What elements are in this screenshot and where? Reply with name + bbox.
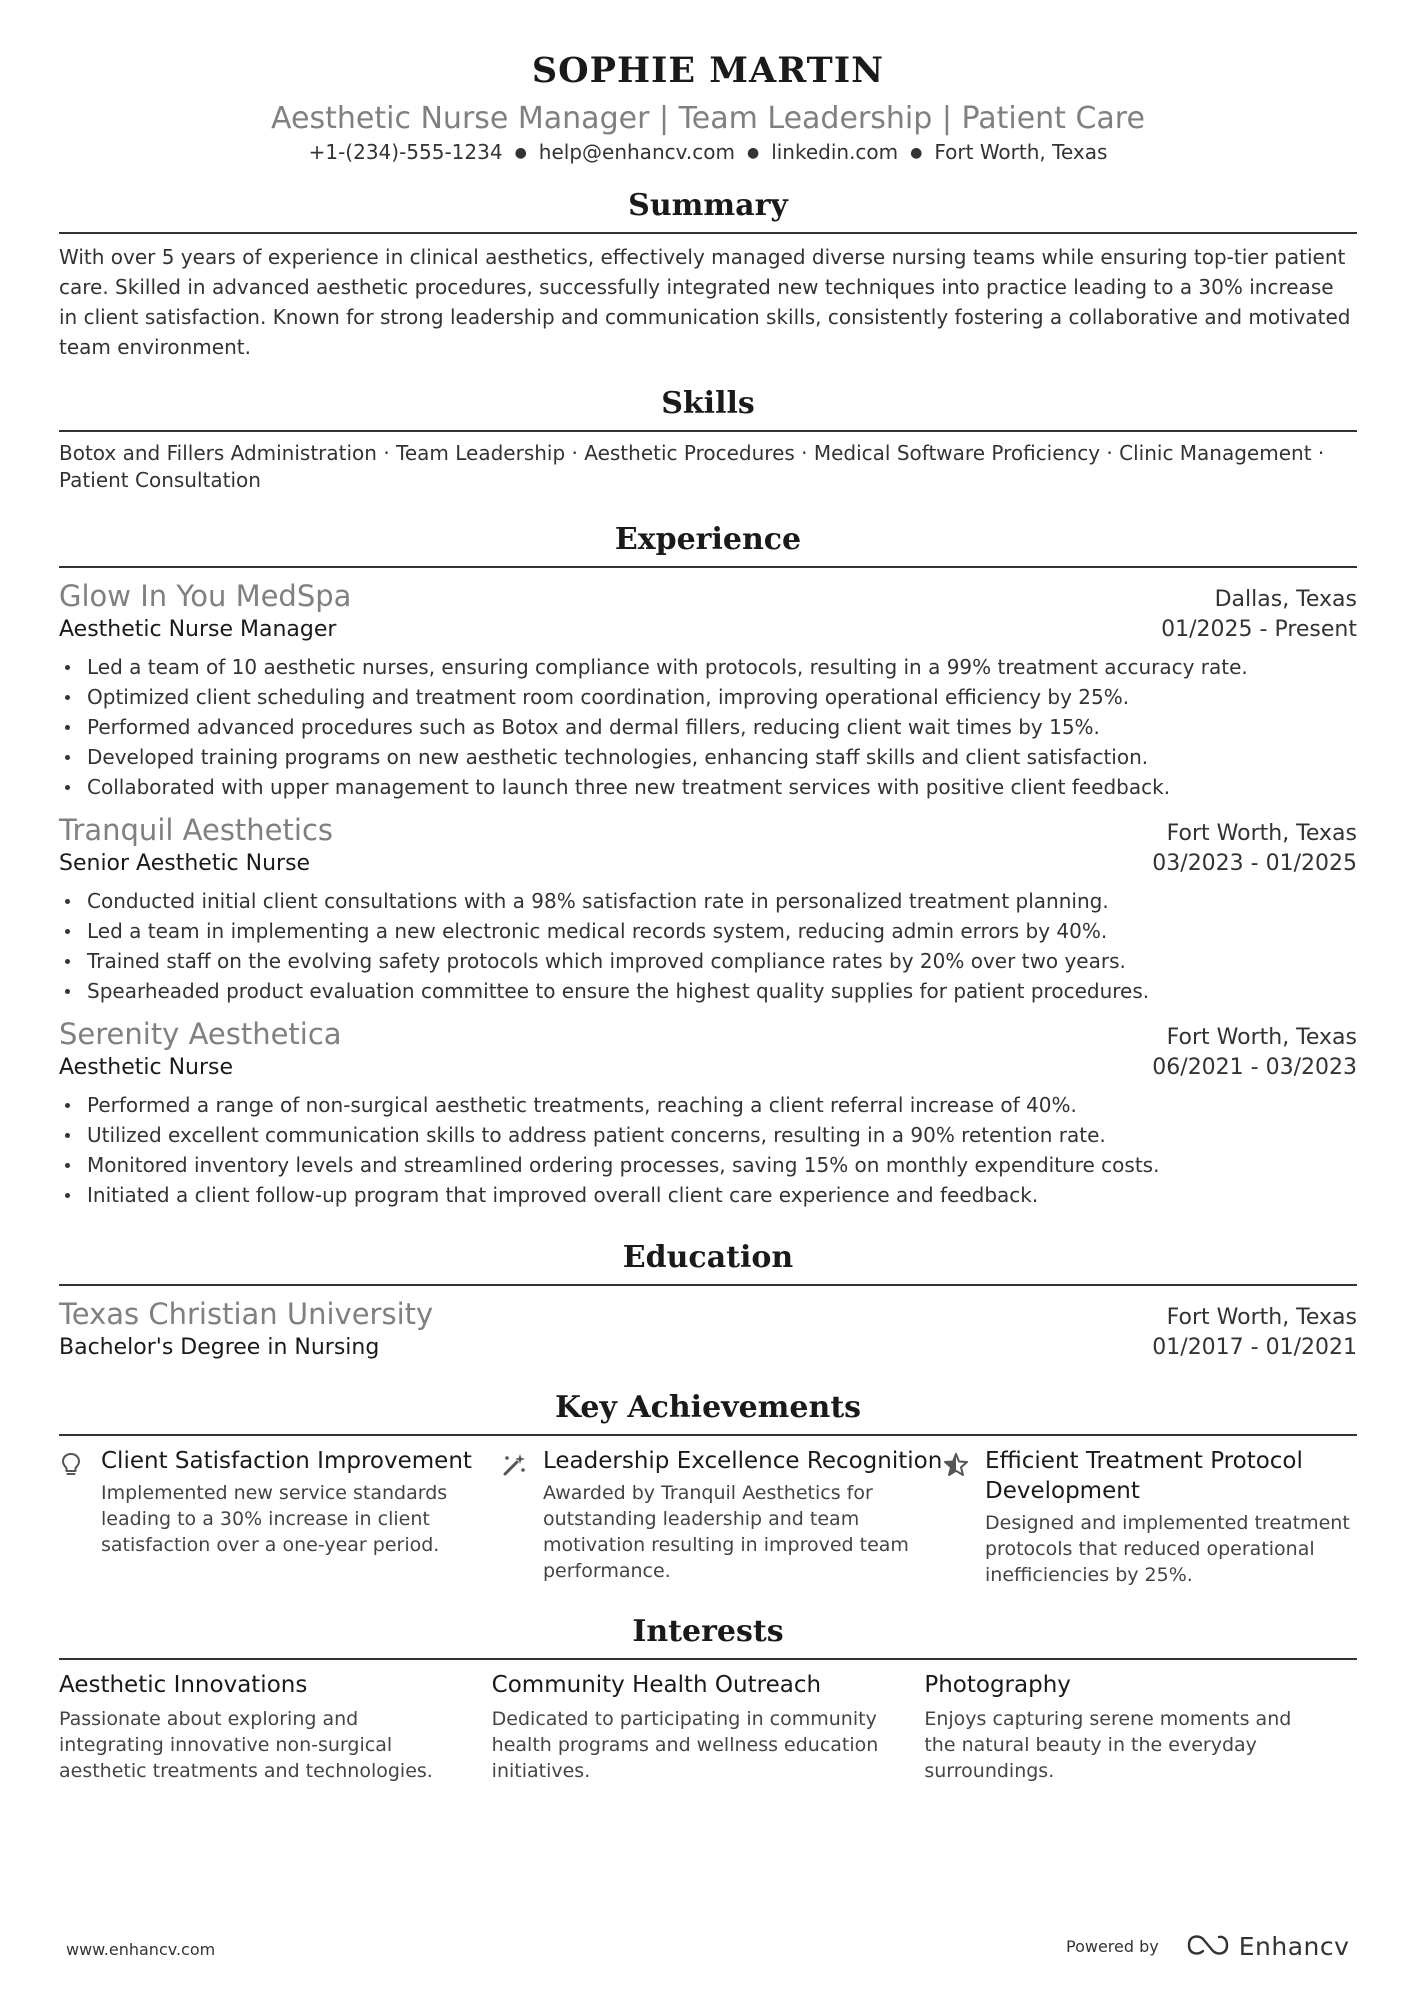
achievement-item: [943, 1446, 1385, 1588]
interest-desc: Enjoys capturing serene moments and the natural beauty in the everyday surroundings.: [924, 1708, 1292, 1782]
achievement-title: Client Satisfaction Improvement: [101, 1448, 472, 1474]
contact-line: [59, 139, 1357, 166]
achievement-item: [59, 1446, 501, 1588]
achievement-title: Leadership Excellence Recognition: [543, 1448, 943, 1474]
education-section: [59, 1240, 1357, 1364]
section-title-interests: Interests: [59, 1614, 1357, 1660]
school-name: Texas Christian University: [59, 1297, 434, 1331]
summary-text: With over 5 years of experience in clinical aesthetics, effectively managed diverse nursing teams while ensuring top-tier patient care. Skilled in advanced aesthetic procedures, successfully integrated new techniques into practice leading to a 30% increase in client satisfaction. Known for strong leadership and communication skills, consistently fostering a collaborative and motivated team environment.: [59, 245, 1351, 359]
job-entry: [59, 812, 1357, 1006]
interest-desc: Passionate about exploring and integrating innovative non-surgical aesthetic treatments and technologies.: [59, 1708, 433, 1782]
company-name: Serenity Aesthetica: [59, 1017, 342, 1051]
enhancv-brand[interactable]: Enhancv: [1238, 1932, 1350, 1961]
enhancv-logo-icon: [1185, 1933, 1231, 1961]
job-entry: [59, 1016, 1357, 1210]
experience-section: [59, 522, 1357, 1210]
skills-list: Botox and Fillers Administration · Team Leadership · Aesthetic Procedures · Medical Software Proficiency · Clinic Management · Patient Consultation: [59, 441, 1325, 492]
achievement-desc: Awarded by Tranquil Aesthetics for outstanding leadership and team motivation resulting in improved team performance.: [543, 1482, 909, 1582]
resume-header: [59, 0, 1357, 166]
powered-by-label: Powered by: [1066, 1937, 1159, 1956]
star-icon: [943, 1446, 985, 1588]
company-name: Glow In You MedSpa: [59, 579, 352, 613]
footer-website-link[interactable]: www.enhancv.com: [66, 1940, 216, 1959]
interest-desc: Dedicated to participating in community health programs and wellness education initiatives.: [491, 1708, 879, 1782]
linkedin-link[interactable]: linkedin.com: [771, 140, 899, 164]
job-bullets: [59, 886, 1357, 1006]
job-title: Senior Aesthetic Nurse: [59, 851, 311, 876]
education-entry: [59, 1296, 1357, 1364]
achievement-desc: Designed and implemented treatment protocols that reduced operational inefficiencies by 25%.: [985, 1512, 1350, 1586]
job-bullet: Led a team in implementing a new electronic medical records system, reducing admin errors by 40%.: [59, 916, 1357, 946]
job-bullet: Monitored inventory levels and streamlined ordering processes, saving 15% on monthly expenditure costs.: [59, 1150, 1357, 1180]
job-location: Fort Worth, Texas: [1166, 821, 1357, 846]
job-bullet: Conducted initial client consultations with a 98% satisfaction rate in personalized treatment planning.: [59, 886, 1357, 916]
interest-title: Aesthetic Innovations: [59, 1672, 308, 1698]
job-dates: 01/2025 - Present: [1161, 617, 1357, 642]
candidate-tagline: Aesthetic Nurse Manager | Team Leadership | Patient Care: [271, 101, 1145, 136]
company-name: Tranquil Aesthetics: [59, 813, 333, 847]
footer-branding: [1066, 1932, 1349, 1961]
phone-number: +1-(234)-555-1234: [308, 140, 503, 164]
school-location: Fort Worth, Texas: [1166, 1305, 1357, 1330]
job-bullet: Trained staff on the evolving safety protocols which improved compliance rates by 20% over two years.: [59, 946, 1357, 976]
magic-wand-icon: [501, 1446, 543, 1588]
interest-item: [924, 1670, 1357, 1784]
job-bullet: Performed a range of non-surgical aesthetic treatments, reaching a client referral increase of 40%.: [59, 1090, 1357, 1120]
section-title-experience: Experience: [59, 522, 1357, 568]
achievement-item: [501, 1446, 943, 1588]
skills-section: [59, 386, 1357, 494]
job-title: Aesthetic Nurse: [59, 1055, 234, 1080]
job-entry: [59, 578, 1357, 802]
section-title-summary: Summary: [59, 188, 1357, 234]
job-bullets: [59, 1090, 1357, 1210]
job-title: Aesthetic Nurse Manager: [59, 617, 337, 642]
job-bullet: Collaborated with upper management to launch three new treatment services with positive client feedback.: [59, 772, 1357, 802]
section-title-education: Education: [59, 1240, 1357, 1286]
job-dates: 03/2023 - 01/2025: [1152, 851, 1357, 876]
interest-title: Photography: [924, 1672, 1071, 1698]
interests-section: [59, 1614, 1357, 1784]
interest-item: [492, 1670, 925, 1784]
job-dates: 06/2021 - 03/2023: [1152, 1055, 1357, 1080]
job-bullet: Developed training programs on new aesthetic technologies, enhancing staff skills and client satisfaction.: [59, 742, 1357, 772]
achievement-desc: Implemented new service standards leading to a 30% increase in client satisfaction over a one-year period.: [101, 1482, 448, 1556]
job-bullets: [59, 652, 1357, 802]
separator-dot: ●: [514, 145, 527, 161]
job-location: Dallas, Texas: [1214, 587, 1357, 612]
job-location: Fort Worth, Texas: [1166, 1025, 1357, 1050]
degree-name: Bachelor's Degree in Nursing: [59, 1335, 380, 1360]
interest-title: Community Health Outreach: [491, 1672, 822, 1698]
interest-item: [59, 1670, 492, 1784]
job-bullet: Optimized client scheduling and treatment room coordination, improving operational efficiency by 25%.: [59, 682, 1357, 712]
summary-section: [59, 188, 1357, 362]
job-bullet: Led a team of 10 aesthetic nurses, ensuring compliance with protocols, resulting in a 99% treatment accuracy rate.: [59, 652, 1357, 682]
email-link[interactable]: help@enhancv.com: [538, 140, 735, 164]
job-bullet: Utilized excellent communication skills to address patient concerns, resulting in a 90% retention rate.: [59, 1120, 1357, 1150]
candidate-location: Fort Worth, Texas: [934, 140, 1108, 164]
resume-page: [59, 0, 1357, 1784]
job-bullet: Initiated a client follow-up program that improved overall client care experience and feedback.: [59, 1180, 1357, 1210]
achievements-section: [59, 1390, 1357, 1588]
education-dates: 01/2017 - 01/2021: [1152, 1335, 1357, 1360]
lightbulb-icon: [59, 1446, 101, 1588]
section-title-achievements: Key Achievements: [59, 1390, 1357, 1436]
job-bullet: Spearheaded product evaluation committee to ensure the highest quality supplies for patient procedures.: [59, 976, 1357, 1006]
separator-dot: ●: [910, 145, 923, 161]
achievement-title: Efficient Treatment Protocol Development: [985, 1448, 1303, 1504]
candidate-name: SOPHIE MARTIN: [531, 50, 885, 91]
section-title-skills: Skills: [59, 386, 1357, 432]
job-bullet: Performed advanced procedures such as Botox and dermal fillers, reducing client wait times by 15%.: [59, 712, 1357, 742]
separator-dot: ●: [746, 145, 760, 161]
